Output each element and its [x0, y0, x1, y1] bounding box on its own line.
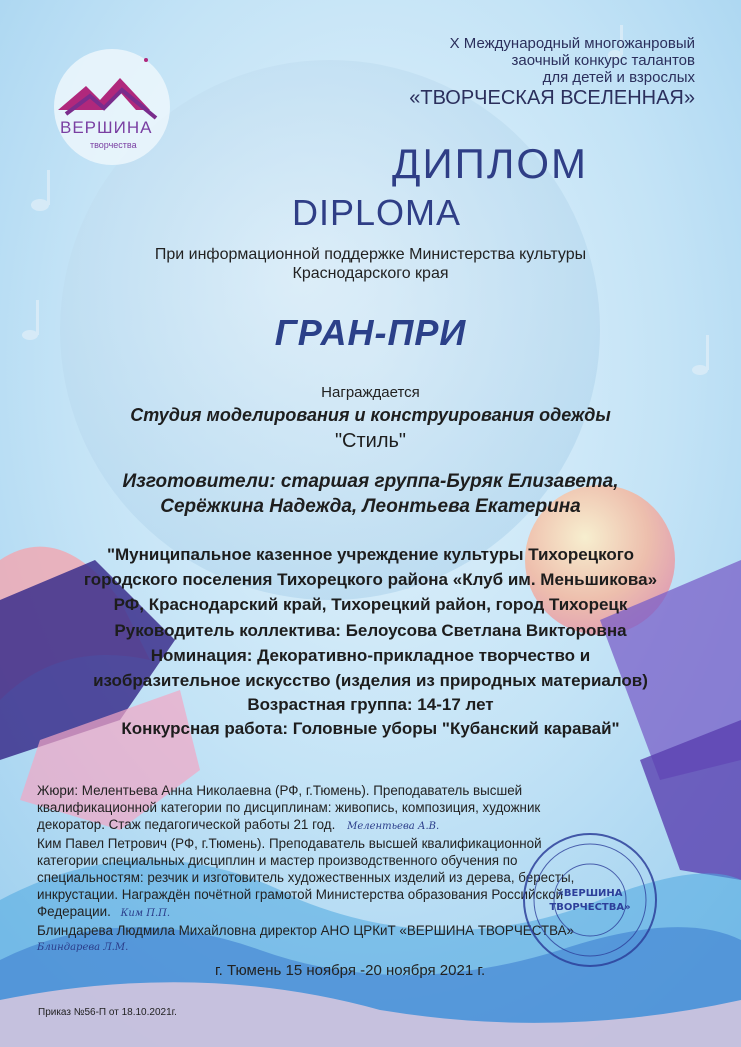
stamp-center-2: ТВОРЧЕСТВА» [549, 902, 631, 913]
jury-line-4: Ким Павел Петрович (РФ, г.Тюмень). Преподаватель высшей квалификационной [37, 836, 542, 851]
jury-line-9: Блиндарева Людмила Михайловна директор АНО ЦРКиТ «ВЕРШИНА ТВОРЧЕСТВА» [37, 923, 574, 938]
recipient-line-1: Студия моделирования и конструирования одежды [130, 405, 611, 425]
detail-line-7: Возрастная группа: 14-17 лет [247, 695, 494, 714]
jury-line-7: инкрустации. Награждён почётной грамотой Министерства образования Российской [37, 887, 564, 902]
recipient-line-2: "Стиль" [334, 430, 407, 452]
detail-line-6: изобразительное искусство (изделия из природных материалов) [93, 671, 648, 690]
detail-line-3: РФ, Краснодарский край, Тихорецкий район, город Тихорецк [113, 595, 628, 614]
recipient-line-4: Серёжкина Надежда, Леонтьева Екатерина [160, 496, 581, 517]
awarded-label: Награждается [321, 384, 420, 401]
jury-line-5: категории специальных дисциплин и мастер производственного обучения по [37, 853, 518, 868]
jury-line-8: Федерации. [37, 904, 111, 919]
detail-line-8: Конкурсная работа: Головные уборы "Кубанский каравай" [121, 719, 620, 738]
stamp-center-1: «ВЕРШИНА [557, 888, 623, 899]
detail-line-1: "Муниципальное казенное учреждение культуры Тихорецкого [106, 545, 635, 564]
logo [38, 48, 186, 166]
diploma-title-en: DIPLOMA [292, 192, 462, 233]
jury-signature-2: Ким П.П. [120, 908, 171, 919]
detail-line-2: городского поселения Тихорецкого района «Клуб им. Меньшикова» [83, 570, 658, 589]
jury-line-2: квалификационной категории по дисциплинам: живопись, композиция, художник [37, 800, 541, 815]
official-stamp [520, 830, 660, 970]
support-line-1: При информационной поддержке Министерства культуры [154, 246, 587, 263]
logo-subtitle: творчества [90, 140, 137, 150]
jury-signature-3: Блиндарева Л.М. [37, 942, 129, 953]
header-line-1: X Международный многожанровый [449, 35, 695, 52]
header-line-3: для детей и взрослых [542, 69, 695, 86]
header-line-4: «ТВОРЧЕСКАЯ ВСЕЛЕННАЯ» [409, 87, 695, 109]
diploma-title-ru: ДИПЛОМ [392, 140, 589, 187]
date-line: г. Тюмень 15 ноября -20 ноября 2021 г. [215, 962, 486, 979]
order-number: Приказ №56-П от 18.10.2021г. [38, 1007, 177, 1018]
detail-line-5: Номинация: Декоративно-прикладное творчество и [150, 646, 591, 665]
jury-line-1: Жюри: Мелентьева Анна Николаевна (РФ, г.Тюмень). Преподаватель высшей [37, 783, 523, 798]
jury-line-3: декоратор. Стаж педагогической работы 21 год. [37, 817, 336, 832]
jury-line-6: специальностям: резчик и изготовитель художественных изделий из дерева, бересты, [37, 870, 575, 885]
jury-signature-1: Мелентьева А.В. [347, 821, 440, 832]
support-line-2: Краснодарского края [292, 265, 449, 282]
award-title: ГРАН-ПРИ [274, 312, 467, 353]
detail-line-4: Руководитель коллектива: Белоусова Светлана Викторовна [114, 621, 627, 640]
logo-name: ВЕРШИНА [60, 118, 153, 137]
header-line-2: заочный конкурс талантов [511, 52, 695, 69]
recipient-line-3: Изготовители: старшая группа-Буряк Елизавета, [122, 471, 619, 492]
support-text [0, 245, 741, 283]
